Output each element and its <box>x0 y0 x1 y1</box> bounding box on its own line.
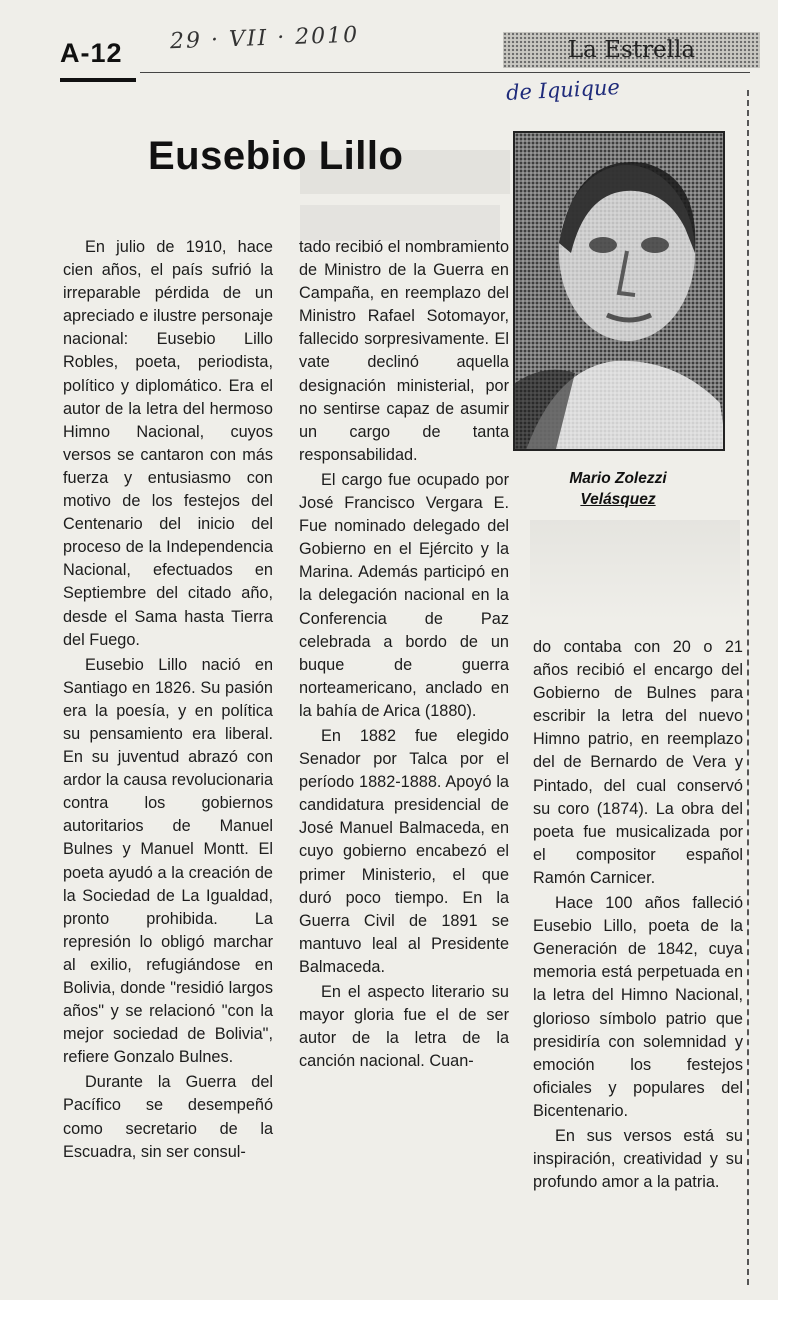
article-column-1 <box>63 236 273 1166</box>
caption-author-name: Mario Zolezzi <box>569 470 667 487</box>
article-paragraph: tado recibió el nombramiento de Ministro de la Guerra en Campaña, en reemplazo del Ministro Rafael Sotomayor, fallecido sorpresivamente. El vate declinó aquella designación ministerial, por no sentirse capaz de asumir un cargo de tanta responsabilidad. <box>299 238 509 464</box>
author-portrait-halftone <box>515 133 725 451</box>
caption-author-surname: Velásquez <box>580 491 656 508</box>
author-photo <box>513 131 725 451</box>
article-paragraph: Durante la Guerra del Pacífico se desempeñó como secretario de la Escuadra, sin ser consul- <box>63 1073 273 1161</box>
article-paragraph: En sus versos está su inspiración, creatividad y su profundo amor a la patria. <box>533 1126 743 1192</box>
page-number-rule <box>60 78 136 82</box>
page-number: A-12 <box>60 38 123 68</box>
header-rule <box>140 72 750 73</box>
cut-edge-dashed-line <box>747 90 749 1285</box>
handwritten-date: 29 · VII · 2010 <box>169 22 360 55</box>
article-paragraph: Hace 100 años falleció Eusebio Lillo, poeta de la Generación de 1842, cuya memoria está perpetuada en la letra del Himno Nacional, glorioso símbolo patrio que presidiría con solemnidad y emoción los festejos oficiales y populares del Bicentenario. <box>533 894 743 1120</box>
handwritten-city: de Iquique <box>505 75 621 105</box>
article-paragraph: En 1882 fue elegido Senador por Talca por el período 1882-1888. Apoyó la candidatura presidencial de José Manuel Balmaceda, en cuyo gobierno encabezó el primer Ministerio, el que duró poco tiempo. En la Guerra Civil de 1891 se mantuvo leal al Presidente Balmaceda. <box>299 726 509 976</box>
article-paragraph: En el aspecto literario su mayor gloria fue el de ser autor de la letra de la canción nacional. Cuan- <box>299 983 509 1071</box>
headline: Eusebio Lillo <box>148 134 404 178</box>
article-paragraph: do contaba con 20 o 21 años recibió el encargo del Gobierno de Bulnes para escribir la letra del nuevo Himno patrio, en reemplazo del de Bernardo de Vera y Pintado, del cual conservó su coro (1874). La obra del poeta fue musicalizada por el compositor español Ramón Carnicer. <box>533 638 743 887</box>
photo-caption <box>520 468 716 510</box>
article-paragraph: Eusebio Lillo nació en Santiago en 1826. Su pasión era la poesía, y en política su pensamiento era liberal. En su juventud abrazó con ardor la causa revolucionaria contra los gobiernos autoritarios de Manuel Bulnes y Manuel Montt. El poeta ayudó a la creación de la Sociedad de La Igualdad, pronto prohibida. La represión lo obligó marchar al exilio, refugiándose en Bolivia, donde "residió largos años" y se relacionó "con la mejor sociedad de Bolivia", refiere Gonzalo Bulnes. <box>63 655 273 1067</box>
article-column-2 <box>299 236 509 1075</box>
article-paragraph: El cargo fue ocupado por José Francisco Vergara E. Fue nominado delegado del Gobierno en el Ejército y la Marina. Además participó en la delegación nacional en la Conferencia de Paz celebrada a bordo de un buque de guerra norteamericano, anclado en la bahía de Arica (1880). <box>299 470 509 720</box>
column-shade <box>530 520 740 620</box>
article-column-3 <box>533 636 743 1196</box>
article-paragraph: En julio de 1910, hace cien años, el país sufrió la irreparable pérdida de un apreciado e ilustre personaje nacional: Eusebio Lillo Robles, poeta, periodista, político y diplomático. Era el autor de la letra del hermoso Himno Nacional, cuyos versos se cantaron con más fuerza y entusiasmo con motivo de los festejos del Centenario del inicio del proceso de la Independencia Nacional, efectuados en Septiembre del citado año, desde el Sama hasta Tierra del Fuego. <box>63 238 273 649</box>
masthead: La Estrella <box>503 32 760 68</box>
